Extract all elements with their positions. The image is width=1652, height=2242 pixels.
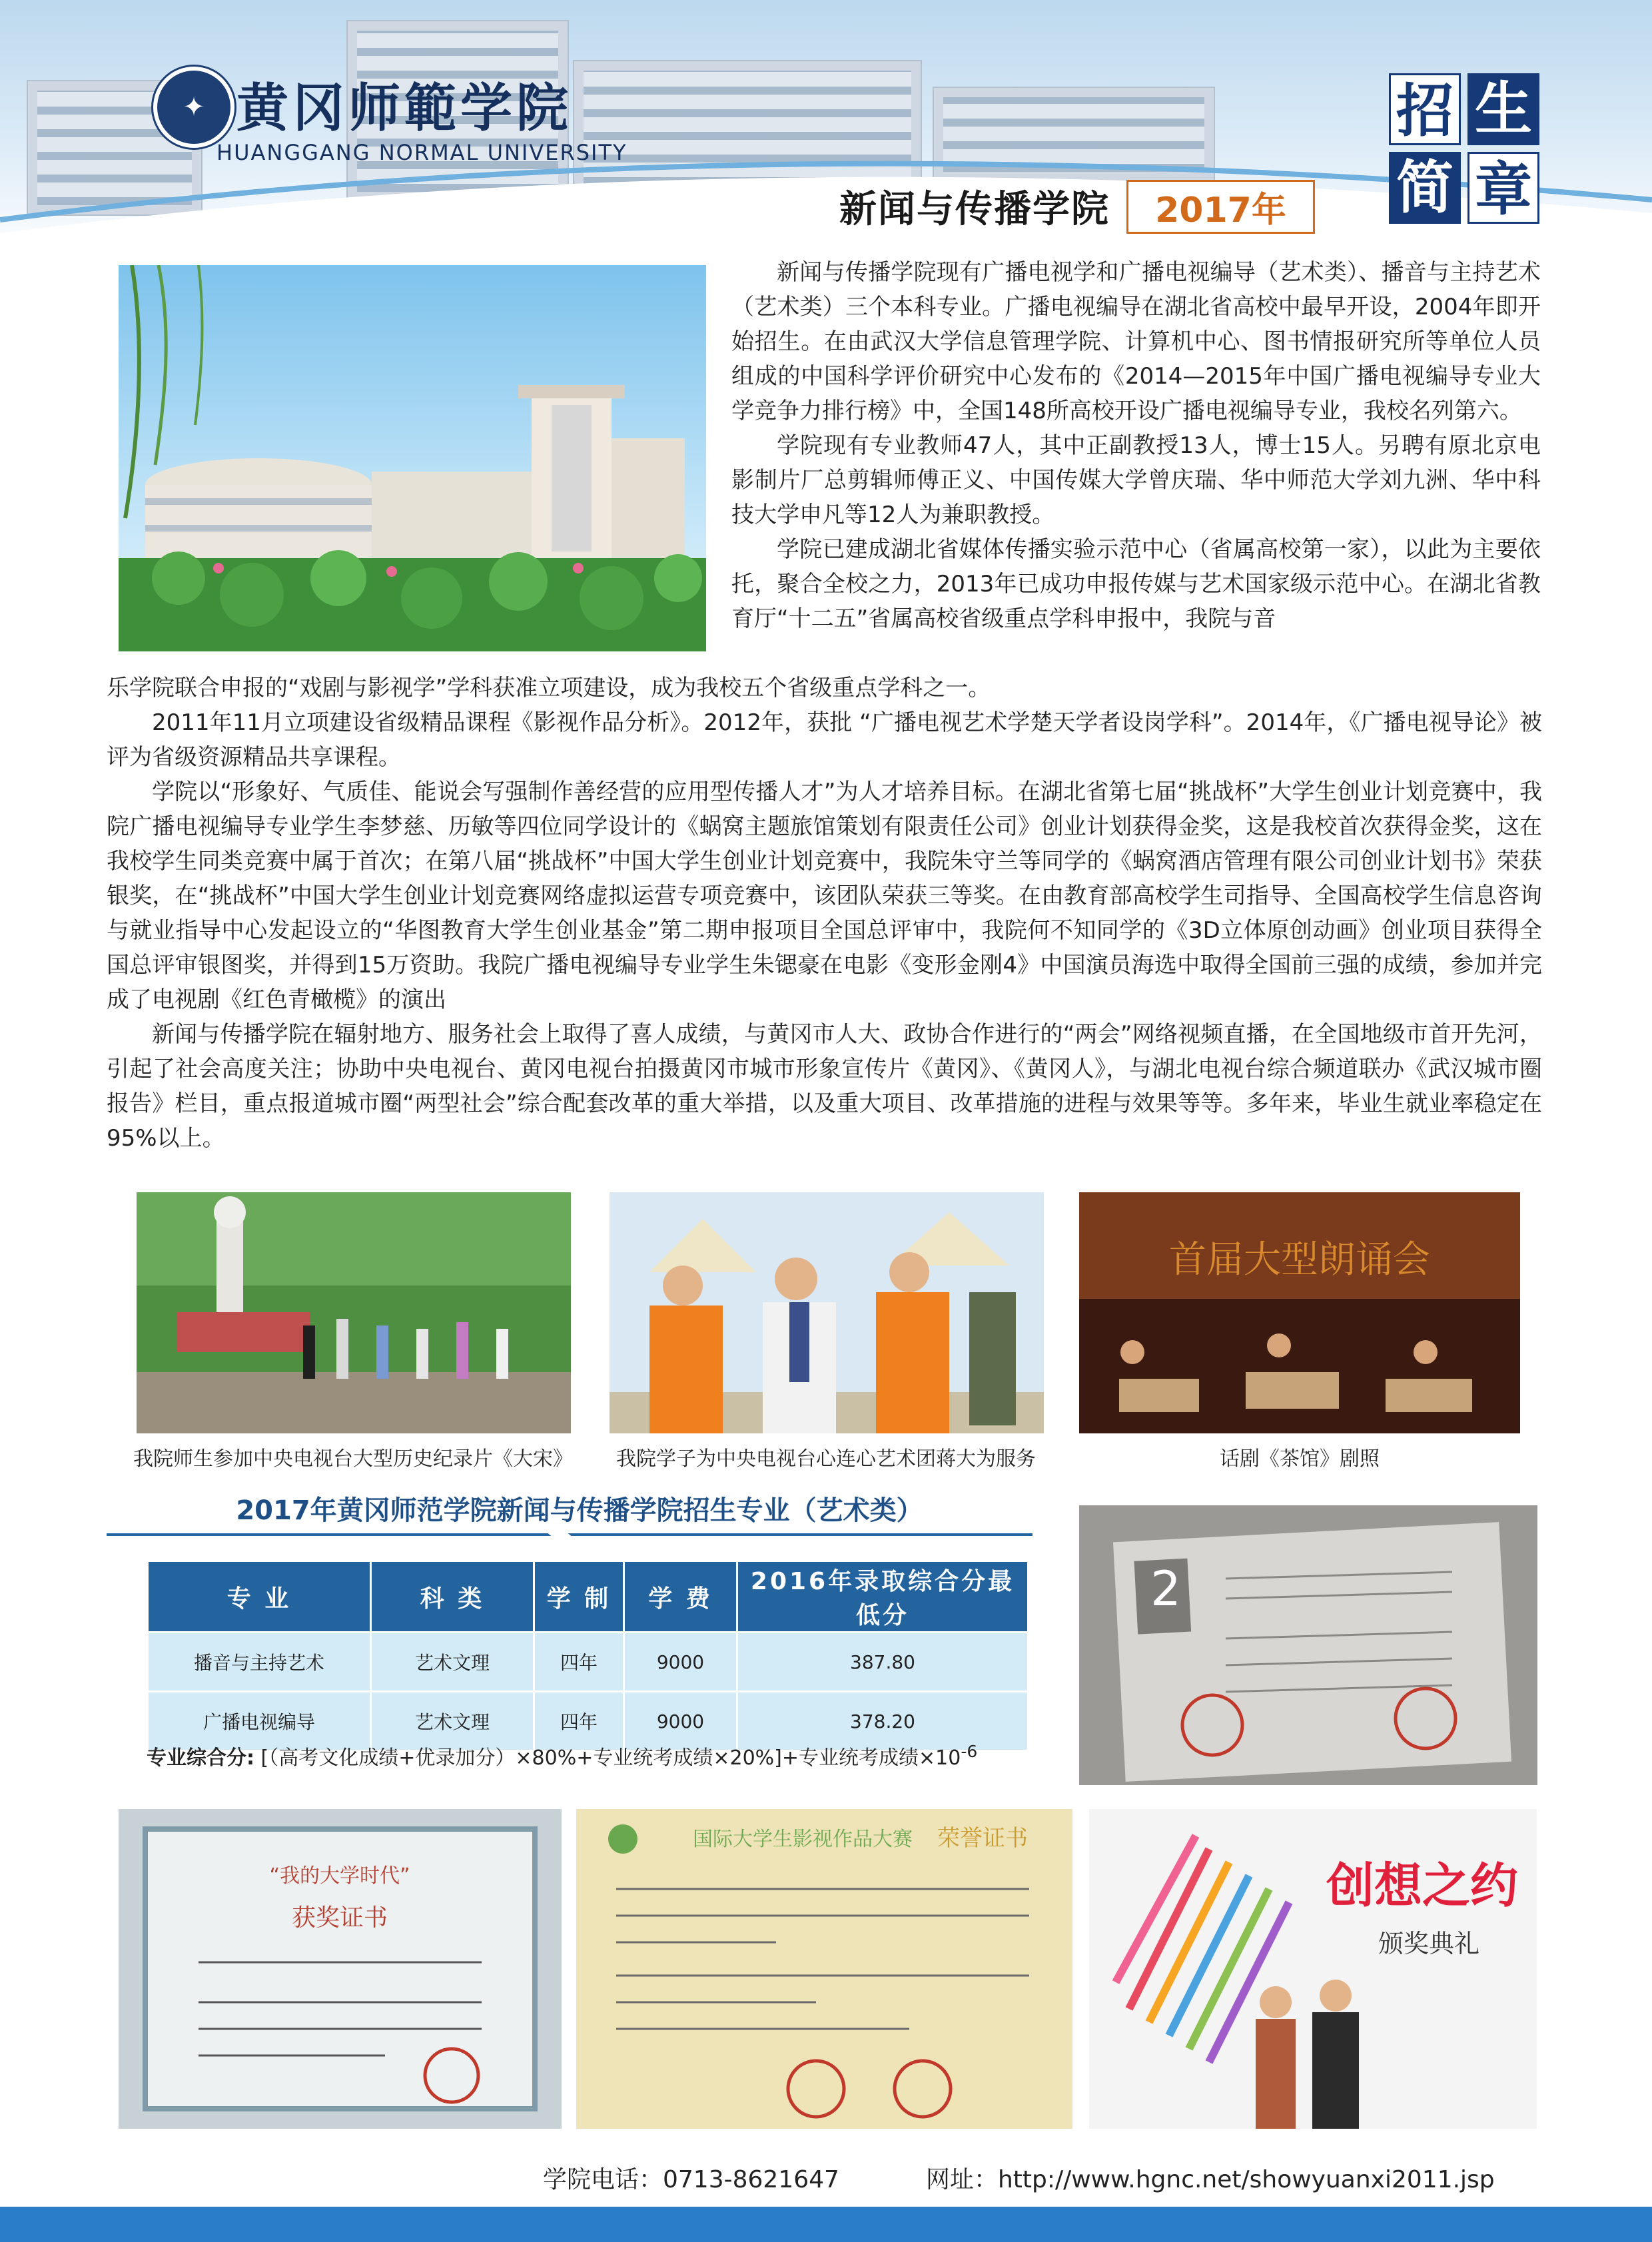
year-badge: 2017年 (1126, 180, 1315, 234)
table-cell: 艺术文理 (371, 1633, 534, 1692)
paragraph: 新闻与传播学院在辐射地方、服务社会上取得了喜人成绩，与黄冈市人大、政协合作进行的“两会”网络视频直播，在全国地级市首开先河，引起了社会高度关注；协助中央电视台、黄冈电视台拍摄黄冈市城市形象宣传片《黄冈》、《黄冈人》，与湖北电视台综合频道联办《武汉城市圈报告》栏目，重点报道城市圈“两型社会”综合配套改革的重大举措，以及重大项目、改革措施的进程与效果等等。多年来，毕业生就业率稳定在95%以上。 (107, 1021, 1542, 1152)
formula-label: 专业综合分: (147, 1746, 254, 1770)
school-name-en: HUANGGANG NORMAL UNIVERSITY (216, 140, 627, 165)
badge-char: 简 (1389, 152, 1461, 224)
paragraph: 乐学院联合申报的“戏剧与影视学”学科获准立项建设，成为我校五个省级重点学科之一。 (107, 675, 991, 701)
event-title: 创想之约 (1326, 1858, 1519, 1914)
photo-caption: 话剧《茶馆》剧照 (1220, 1447, 1380, 1471)
body-text (107, 671, 1542, 1156)
column-header: 学 费 (624, 1561, 737, 1633)
column-header: 学 制 (534, 1561, 624, 1633)
award-ceremony-illustration (1089, 1809, 1537, 2129)
formula-sup: -6 (961, 1742, 978, 1761)
photo-award-plaque (1079, 1505, 1537, 1785)
table-cell: 四年 (534, 1633, 624, 1692)
photo-stage (1079, 1192, 1520, 1433)
intro-text (731, 255, 1541, 636)
photo-caption: 我院师生参加中央电视台大型历史纪录片《大宋》 (133, 1447, 573, 1471)
photo-certificate-2 (576, 1809, 1072, 2129)
photo-certificate-1 (119, 1809, 562, 2129)
column-header: 2016年录取综合分最低分 (737, 1561, 1029, 1633)
award-number: 2 (1150, 1561, 1181, 1617)
school-seal-icon: ✦ (153, 67, 234, 148)
certificate-2-illustration (576, 1809, 1072, 2129)
paragraph: 学院现有专业教师47人，其中正副教授13人，博士15人。另聘有原北京电影制片厂总剪辑师傅正义、中国传媒大学曾庆瑞、华中师范大学刘九洲、华中科技大学申凡等12人为兼职教授。 (731, 432, 1541, 528)
table-cell: 广播电视编导 (148, 1692, 371, 1751)
formula-text: [（高考文化成绩+优录加分）×80%+专业统考成绩×20%]+专业统考成绩×10 (260, 1746, 961, 1770)
photo-filming-illustration (137, 1192, 571, 1433)
award-plaque-illustration (1079, 1505, 1537, 1785)
table-header-row (148, 1561, 1029, 1633)
campus-photo (119, 265, 706, 651)
paragraph: 2011年11月立项建设省级精品课程《影视作品分析》。2012年，获批 “广播电视艺术学楚天学者设岗学科”。2014年，《广播电视导论》被评为省级资源精品共享课程。 (107, 709, 1542, 771)
photo-stage-illustration (1079, 1192, 1520, 1433)
phone-number: 学院电话：0713-8621647 (543, 2166, 839, 2193)
paragraph: 新闻与传播学院现有广播电视学和广播电视编导（艺术类）、播音与主持艺术（艺术类）三个本科专业。广播电视编导在湖北省高校中最早开设，2004年即开始招生。在由武汉大学信息管理学院、计算机中心、图书情报研究所等单位人员组成的中国科学评价研究中心发布的《2014—2015年中国广播电视编导专业大学竞争力排行榜》中，全国148所高校开设广播电视编导专业，我校名列第六。 (731, 259, 1541, 424)
badge-char: 章 (1467, 152, 1539, 224)
enrollment-table (147, 1560, 1029, 1752)
badge-char: 生 (1467, 73, 1539, 145)
table-cell: 艺术文理 (371, 1692, 534, 1751)
table-cell: 378.20 (737, 1692, 1029, 1751)
dept-title: 新闻与传播学院 (839, 188, 1110, 231)
table-title: 2017年黄冈师范学院新闻与传播学院招生专业（艺术类） (236, 1495, 923, 1526)
score-formula (147, 1741, 977, 1770)
paragraph: 学院以“形象好、气质佳、能说会写强制作善经营的应用型传播人才”为人才培养目标。在湖北省第七届“挑战杯”大学生创业计划竞赛中，我院广播电视编导专业学生李梦慈、历敏等四位同学设计的《蜗窝主题旅馆策划有限责任公司》创业计划获得金奖，这是我校首次获得金奖，这在我校学生同类竞赛中属于首次；在第八届“挑战杯”中国大学生创业计划竞赛中，我院朱守兰等同学的《蜗窝酒店管理有限公司创业计划书》荣获银奖，在“挑战杯”中国大学生创业计划竞赛网络虚拟运营专项竞赛中，该团队荣获三等奖。在由教育部高校学生司指导、全国高校学生信息咨询与就业指导中心发起设立的“华图教育大学生创业基金”第二期申报项目全国总评审中，我院何不知同学的《3D立体原创动画》创业项目获得全国总评审银图奖，并得到15万资助。我院广播电视编导专业学生朱锶豪在电影《变形金刚4》中国演员海选中取得全国前三强的成绩，参加并完成了电视剧《红色青橄榄》的演出 (107, 779, 1542, 1013)
table-divider (107, 1532, 1032, 1537)
table-cell: 9000 (624, 1633, 737, 1692)
admission-badge (1389, 73, 1542, 226)
photo-award-ceremony (1089, 1809, 1537, 2129)
column-header: 专 业 (148, 1561, 371, 1633)
badge-char: 招 (1389, 73, 1461, 145)
cert2-title: 国际大学生影视作品大赛 (693, 1828, 913, 1851)
cert2-sub: 荣誉证书 (937, 1825, 1028, 1852)
stage-banner: 首届大型朗诵会 (1169, 1238, 1430, 1282)
table-cell: 四年 (534, 1692, 624, 1751)
table-row (148, 1633, 1029, 1692)
page-title (839, 180, 1315, 233)
table-cell: 387.80 (737, 1633, 1029, 1692)
cert1-sub: 获奖证书 (291, 1904, 388, 1932)
table-cell: 9000 (624, 1692, 737, 1751)
contact-info (543, 2161, 1495, 2195)
photo-volunteers (610, 1192, 1044, 1433)
paragraph: 学院已建成湖北省媒体传播实验示范中心（省属高校第一家），以此为主要依托，聚合全校之力，2013年已成功申报传媒与艺术国家级示范中心。在湖北省教育厅“十二五”省属高校省级重点学科申报中，我院与音 (731, 536, 1541, 632)
certificate-1-illustration (119, 1809, 562, 2129)
photo-filming (137, 1192, 571, 1433)
website-link[interactable]: 网址：http://www.hgnc.net/showyuanxi2011.jsp (925, 2166, 1495, 2193)
table-cell: 播音与主持艺术 (148, 1633, 371, 1692)
photo-caption: 我院学子为中央电视台心连心艺术团蒋大为服务 (616, 1447, 1036, 1471)
school-name-cn: 黄冈师範学院 (236, 78, 573, 139)
cert1-title: “我的大学时代” (269, 1864, 410, 1888)
campus-illustration (119, 265, 706, 651)
event-sub: 颁奖典礼 (1378, 1929, 1480, 1958)
photo-volunteers-illustration (610, 1192, 1044, 1433)
footer-bar (0, 2207, 1652, 2242)
column-header: 科 类 (371, 1561, 534, 1633)
